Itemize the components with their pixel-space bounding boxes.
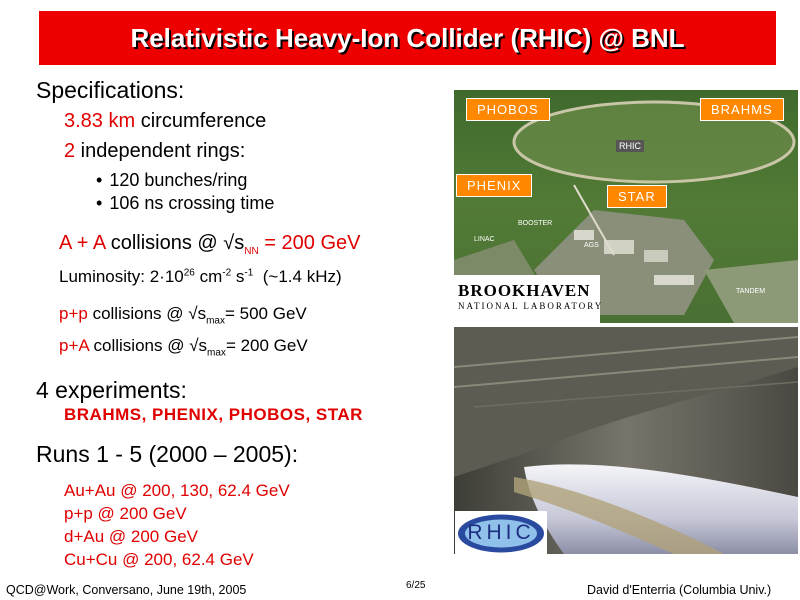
aa-mid: collisions @ √s (105, 232, 245, 254)
pa-value: = 200 GeV (225, 336, 308, 355)
aa-collisions-line (59, 232, 360, 257)
rings-line (64, 140, 245, 163)
pa-prefix: p+A (59, 336, 89, 355)
pa-sub: max (207, 347, 226, 359)
experiments-list: BRAHMS, PHENIX, PHOBOS, STAR (64, 405, 363, 424)
lum-cm: cm (194, 267, 223, 286)
rhic-logo (455, 511, 547, 556)
bullet-bunches: • 120 bunches/ring (96, 170, 247, 191)
circumference-value: 3.83 km (64, 110, 136, 132)
circumference-line (64, 110, 266, 133)
footer-left: QCD@Work, Conversano, June 19th, 2005 (6, 583, 247, 597)
rhic-logo-text: RHIC (467, 521, 535, 544)
label-phenix: PHENIX (456, 174, 532, 197)
title-bar (39, 11, 776, 65)
rings-text: independent rings: (75, 140, 246, 162)
run-item-dau: d+Au @ 200 GeV (64, 527, 198, 546)
slide-title: Relativistic Heavy-Ion Collider (RHIC) @ BNL (130, 22, 685, 53)
label-ags: AGS (584, 242, 599, 249)
aa-value: = 200 GeV (258, 232, 361, 254)
pp-mid: collisions @ √s (87, 304, 207, 323)
label-booster: BOOSTER (518, 220, 553, 227)
label-rhic: RHIC (616, 140, 644, 152)
rings-value: 2 (64, 140, 76, 162)
pa-collisions-line (59, 336, 308, 358)
aa-prefix: A + A (59, 232, 106, 254)
bnl-logo-line2: NATIONAL LABORATORY (458, 301, 604, 311)
specs-heading: Specifications: (36, 77, 185, 103)
lum-exp1: 26 (183, 267, 195, 279)
lum-s: s (231, 267, 245, 286)
label-linac: LINAC (474, 236, 495, 243)
luminosity-line (59, 267, 342, 287)
lum-exp3: -1 (244, 267, 254, 279)
lum-suffix: (~1.4 kHz) (253, 267, 342, 286)
pp-collisions-line (59, 304, 307, 326)
lum-exp2: -2 (222, 267, 232, 279)
bullet-crossing: • 106 ns crossing time (96, 193, 274, 214)
runs-heading: Runs 1 - 5 (2000 – 2005): (36, 441, 299, 467)
label-star: STAR (607, 185, 667, 208)
brookhaven-logo (454, 275, 604, 323)
run-item-cucu: Cu+Cu @ 200, 62.4 GeV (64, 550, 254, 569)
run-item-auau: Au+Au @ 200, 130, 62.4 GeV (64, 481, 290, 500)
aa-sub: NN (244, 246, 259, 257)
circumference-text: circumference (135, 110, 267, 132)
run-item-pp: p+p @ 200 GeV (64, 504, 187, 523)
label-tandem: TANDEM (736, 288, 766, 295)
label-brahms: BRAHMS (700, 98, 784, 121)
footer-right: David d'Enterria (Columbia Univ.) (587, 583, 772, 597)
pp-prefix: p+p (59, 304, 88, 323)
label-phobos: PHOBOS (466, 98, 550, 121)
lum-prefix: Luminosity: 2·10 (59, 267, 184, 286)
pa-mid: collisions @ √s (88, 336, 208, 355)
bnl-logo-line1: BROOKHAVEN (458, 281, 591, 300)
pp-value: = 500 GeV (224, 304, 307, 323)
page-number: 6/25 (406, 580, 426, 591)
pp-sub: max (206, 315, 225, 327)
experiments-heading: 4 experiments: (36, 377, 187, 403)
